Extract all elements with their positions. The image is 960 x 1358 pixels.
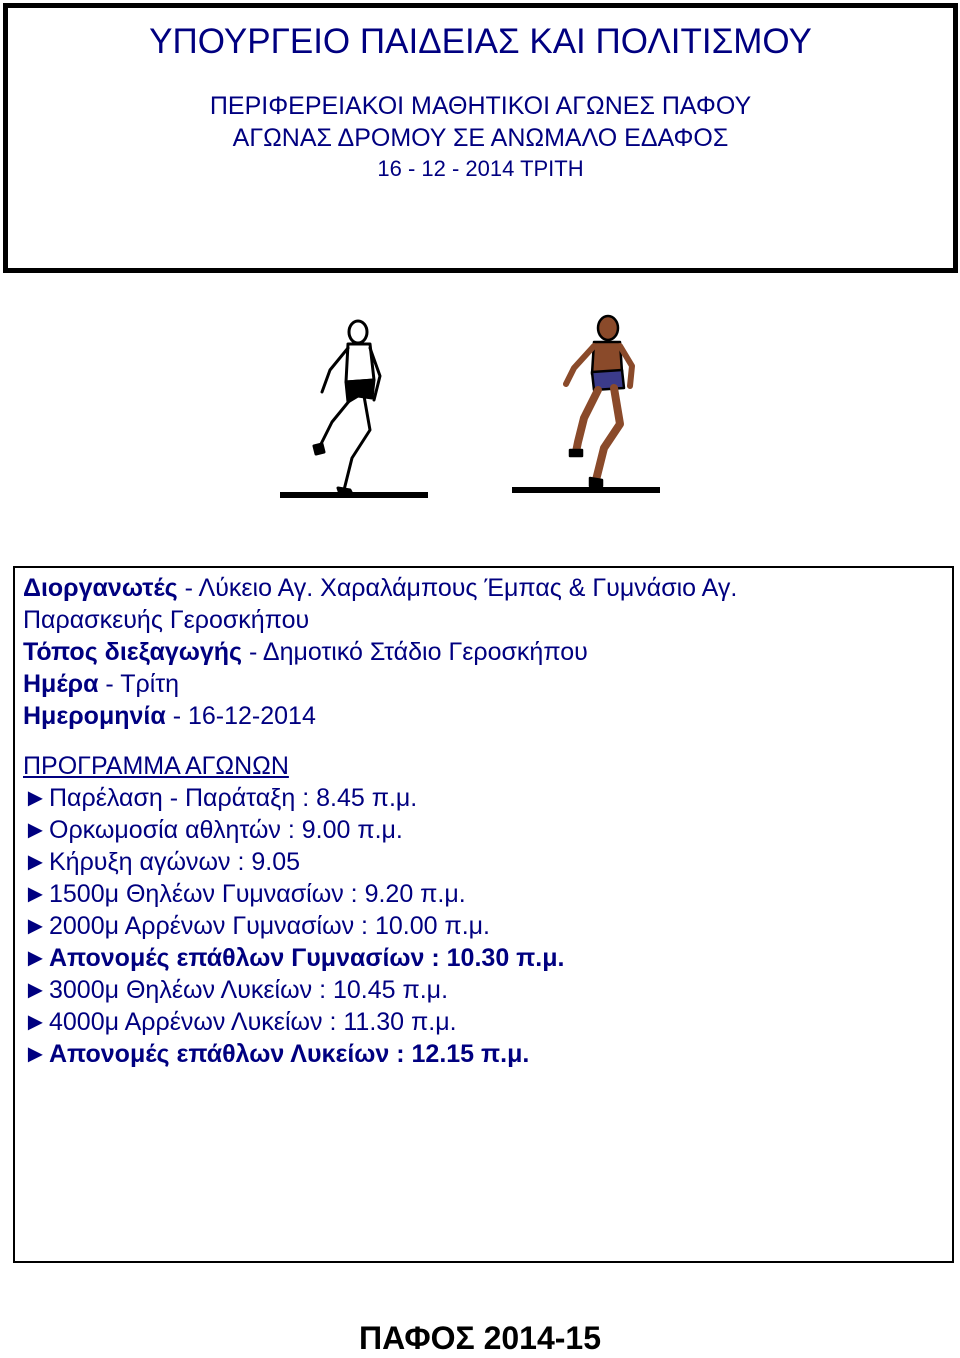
program-item — [23, 910, 944, 942]
venue-line — [23, 636, 944, 668]
ground-line-right — [512, 487, 660, 493]
arrow-right-icon: ► — [23, 912, 48, 940]
day-line — [23, 668, 944, 700]
event-date-line: 16 - 12 - 2014 ΤΡΙΤΗ — [377, 156, 584, 181]
arrow-right-icon: ► — [23, 1008, 48, 1036]
program-item-awards — [23, 942, 944, 974]
date-value: - 16-12-2014 — [165, 702, 316, 730]
program-item-awards — [23, 1038, 944, 1070]
header-box — [3, 3, 958, 273]
ministry-title: ΥΠΟΥΡΓΕΙΟ ΠΑΙΔΕΙΑΣ ΚΑΙ ΠΟΛΙΤΙΣΜΟΥ — [149, 22, 812, 61]
date-line — [23, 700, 944, 732]
runner-illustration-right — [536, 314, 656, 494]
organizers-value: - Λύκειο Αγ. Χαραλάμπους Έμπας & Γυμνάσιο Αγ. — [177, 574, 738, 602]
runner-illustration-left — [300, 318, 410, 498]
program-item-text: Κήρυξη αγώνων : 9.05 — [49, 848, 301, 876]
program-item — [23, 878, 944, 910]
date-label: Ημερομηνία — [23, 702, 166, 730]
arrow-right-icon: ► — [23, 848, 48, 876]
program-item-text: 1500μ Θηλέων Γυμνασίων : 9.20 π.μ. — [49, 880, 466, 908]
program-item — [23, 974, 944, 1006]
organizers-label: Διοργανωτές — [23, 574, 178, 602]
program-item-text: 2000μ Αρρένων Γυμνασίων : 10.00 π.μ. — [49, 912, 491, 940]
arrow-right-icon: ► — [23, 880, 48, 908]
ground-line-left — [280, 492, 428, 498]
arrow-right-icon: ► — [23, 944, 48, 972]
program-item — [23, 846, 944, 878]
race-subtitle: ΑΓΩΝΑΣ ΔΡΟΜΟΥ ΣΕ ΑΝΩΜΑΛΟ ΕΔΑΦΟΣ — [232, 124, 729, 152]
program-item-text: 4000μ Αρρένων Λυκείων : 11.30 π.μ. — [49, 1008, 457, 1036]
arrow-right-icon: ► — [23, 816, 48, 844]
program-item — [23, 1006, 944, 1038]
venue-value: - Δημοτικό Στάδιο Γεροσκήπου — [242, 638, 588, 666]
organizers-line — [23, 572, 944, 604]
program-item — [23, 814, 944, 846]
spacer — [23, 732, 944, 750]
program-item-text: Απονομές επάθλων Λυκείων : 12.15 π.μ. — [49, 1040, 530, 1068]
program-item-text: 3000μ Θηλέων Λυκείων : 10.45 π.μ. — [49, 976, 449, 1004]
arrow-right-icon: ► — [23, 1040, 48, 1068]
organizers-line-cont — [23, 604, 944, 636]
program-item-text: Παρέλαση - Παράταξη : 8.45 π.μ. — [49, 784, 418, 812]
arrow-right-icon: ► — [23, 784, 48, 812]
program-item — [23, 782, 944, 814]
event-subtitle: ΠΕΡΙΦΕΡΕΙΑΚΟΙ ΜΑΘΗΤΙΚΟΙ ΑΓΩΝΕΣ ΠΑΦΟΥ — [209, 92, 752, 120]
day-value: - Τρίτη — [98, 670, 180, 698]
organizers-value-cont: Παρασκευής Γεροσκήπου — [23, 606, 310, 634]
event-info-box — [13, 566, 954, 1263]
footer-location-year: ΠΑΦΟΣ 2014-15 — [358, 1320, 602, 1356]
arrow-right-icon: ► — [23, 976, 48, 1004]
day-label: Ημέρα — [23, 670, 99, 698]
venue-label: Τόπος διεξαγωγής — [23, 638, 243, 666]
program-title: ΠΡΟΓΡΑΜΜΑ ΑΓΩΝΩΝ — [23, 752, 289, 780]
program-item-text: Απονομές επάθλων Γυμνασίων : 10.30 π.μ. — [49, 944, 565, 972]
program-item-text: Ορκωμοσία αθλητών : 9.00 π.μ. — [49, 816, 403, 844]
